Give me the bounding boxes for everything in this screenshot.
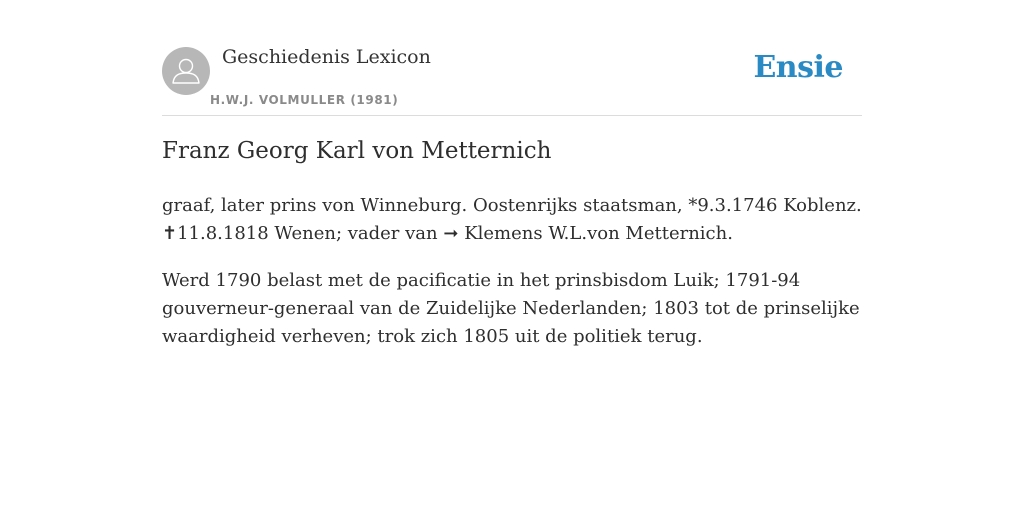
source-title[interactable]: Geschiedenis Lexicon <box>222 46 431 68</box>
page-container <box>162 0 862 347</box>
definition-line-2: 11.8.1818 Wenen; vader van <box>177 223 438 244</box>
author-label[interactable]: H.W.J. VOLMULLER (1981) <box>210 93 399 107</box>
reference-link[interactable]: Klemens W.L.von Metternich. <box>464 223 733 244</box>
biography-line-2: gouverneur-generaal van de Zuidelijke Nederlanden; 1803 tot de prinselijke <box>162 298 860 319</box>
biography-line-1: Werd 1790 belast met de pacificatie in het prinsbisdom Luik; 1791-94 <box>162 270 801 291</box>
paragraph-definition <box>162 192 862 248</box>
source-header <box>162 0 862 116</box>
user-placeholder-icon[interactable] <box>162 47 210 95</box>
paragraph-biography <box>162 267 862 351</box>
death-cross-icon: ✝ <box>162 223 178 244</box>
definition-line-1: graaf, later prins von Winneburg. Oostenrijks staatsman, *9.3.1746 Koblenz. <box>162 195 862 216</box>
ensie-logo[interactable]: Ensie <box>753 50 843 85</box>
page-title: Franz Georg Karl von Metternich <box>162 138 552 164</box>
article-body <box>162 192 862 370</box>
biography-line-3: waardigheid verheven; trok zich 1805 uit de politiek terug. <box>162 326 703 347</box>
reference-arrow-icon: ➞ <box>443 223 459 244</box>
